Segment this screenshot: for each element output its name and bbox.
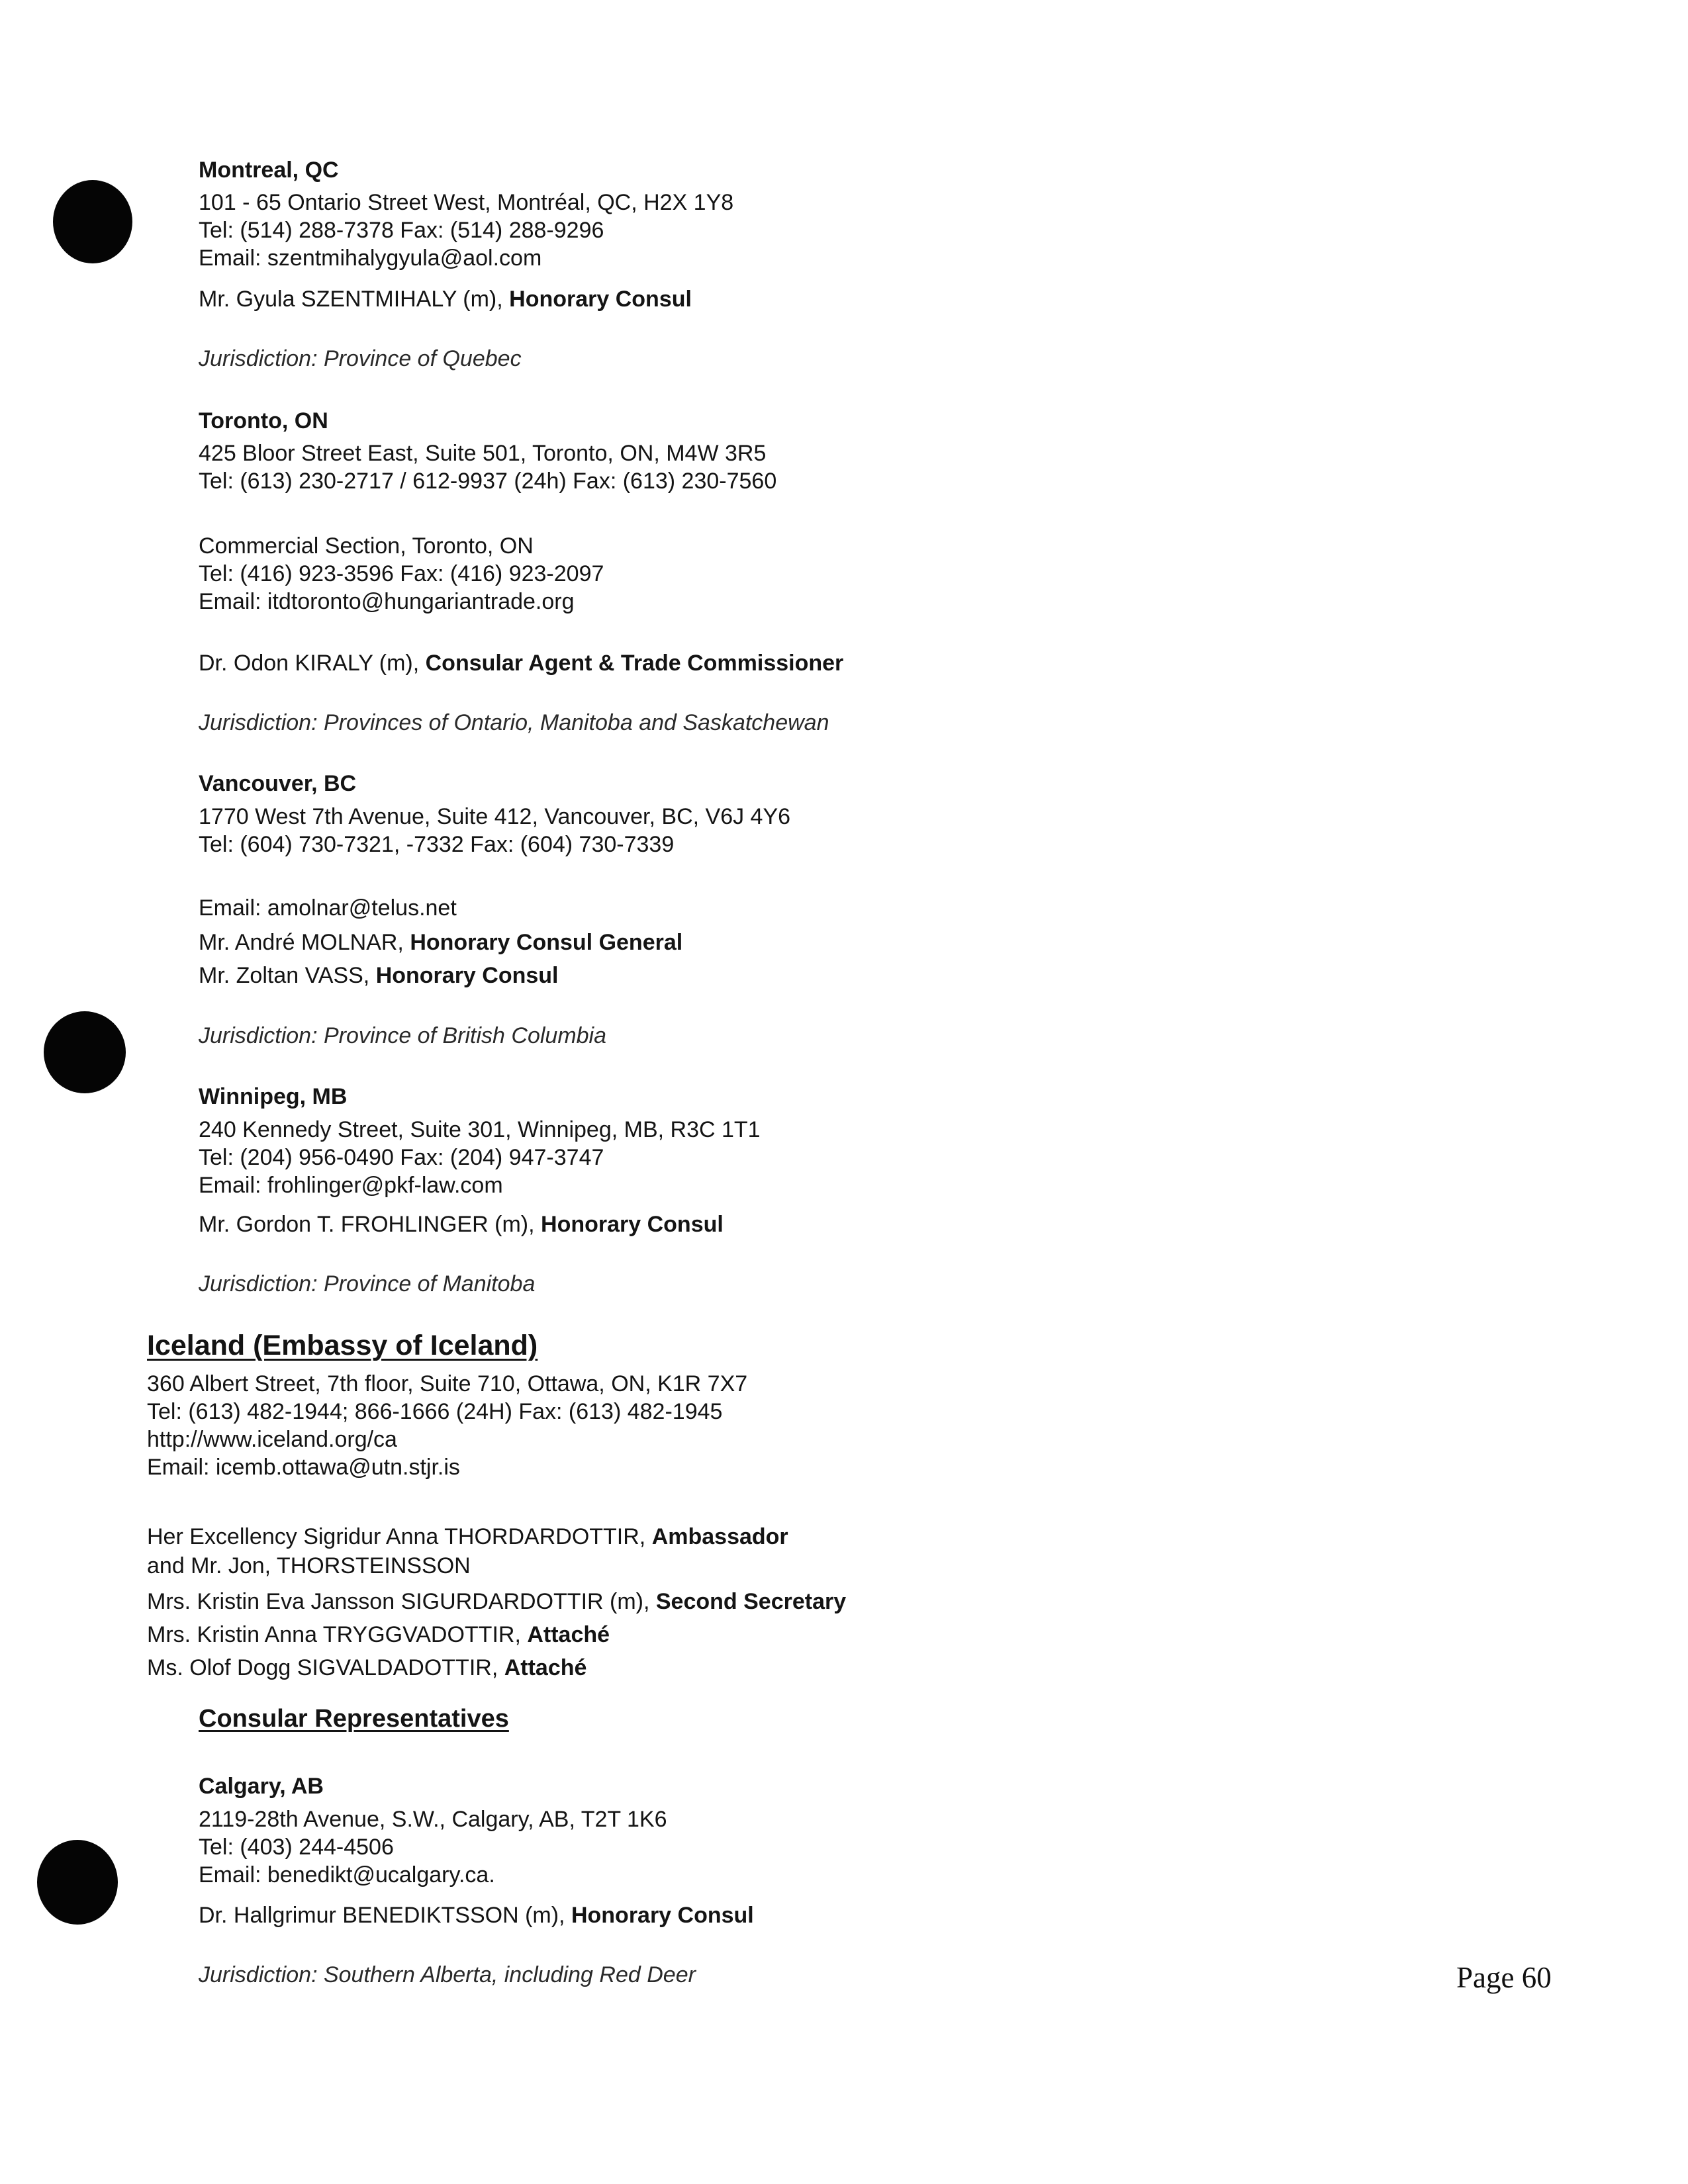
toronto-commercial-name: Commercial Section, Toronto, ON [199, 533, 534, 559]
vancouver-email: Email: amolnar@telus.net [199, 895, 457, 921]
vancouver-phone: Tel: (604) 730-7321, -7332 Fax: (604) 730-7339 [199, 832, 675, 857]
winnipeg-person-title: Honorary Consul [541, 1212, 724, 1237]
winnipeg-city: Winnipeg, MB [199, 1084, 348, 1109]
iceland-staff-name: Ms. Olof Dogg SIGVALDADOTTIR, [147, 1655, 504, 1680]
winnipeg-jurisdiction: Jurisdiction: Province of Manitoba [199, 1271, 536, 1297]
toronto-jurisdiction: Jurisdiction: Provinces of Ontario, Manitoba and Saskatchewan [199, 710, 829, 735]
calgary-person-title: Honorary Consul [571, 1903, 754, 1928]
montreal-city: Montreal, QC [199, 158, 339, 183]
iceland-address: 360 Albert Street, 7th floor, Suite 710, Ottawa, ON, K1R 7X7 [147, 1371, 748, 1396]
montreal-jurisdiction: Jurisdiction: Province of Quebec [199, 346, 522, 371]
toronto-person [199, 650, 843, 676]
vancouver-person-2-name: Mr. Zoltan VASS, [199, 963, 376, 988]
iceland-phone: Tel: (613) 482-1944; 866-1666 (24H) Fax: (613) 482-1945 [147, 1399, 723, 1424]
iceland-staff-name: Mrs. Kristin Anna TRYGGVADOTTIR, [147, 1622, 528, 1647]
montreal-person-title: Honorary Consul [509, 287, 692, 312]
vancouver-city: Vancouver, BC [199, 771, 357, 796]
winnipeg-person [199, 1211, 724, 1238]
vancouver-person-2-title: Honorary Consul [375, 963, 559, 988]
punch-hole-middle [44, 1011, 126, 1093]
calgary-address: 2119-28th Avenue, S.W., Calgary, AB, T2T 1K6 [199, 1807, 667, 1832]
montreal-address: 101 - 65 Ontario Street West, Montréal, QC, H2X 1Y8 [199, 190, 734, 215]
calgary-city: Calgary, AB [199, 1774, 324, 1799]
iceland-staff-spouse [147, 1553, 471, 1579]
vancouver-person-1-name: Mr. André MOLNAR, [199, 930, 410, 955]
iceland-staff-attache-1 [147, 1621, 610, 1648]
toronto-contact [199, 439, 776, 495]
winnipeg-contact [199, 1116, 761, 1199]
page-number: Page 60 [1456, 1961, 1552, 1994]
iceland-staff-attache-2 [147, 1655, 586, 1681]
winnipeg-phone: Tel: (204) 956-0490 Fax: (204) 947-3747 [199, 1145, 604, 1170]
calgary-phone: Tel: (403) 244-4506 [199, 1835, 394, 1860]
vancouver-person-2 [199, 962, 559, 989]
winnipeg-address: 240 Kennedy Street, Suite 301, Winnipeg, MB, R3C 1T1 [199, 1117, 761, 1142]
calgary-person-name: Dr. Hallgrimur BENEDIKTSSON (m), [199, 1903, 571, 1928]
iceland-staff-title: Second Secretary [655, 1589, 847, 1614]
winnipeg-person-name: Mr. Gordon T. FROHLINGER (m), [199, 1212, 541, 1237]
vancouver-contact [199, 803, 790, 858]
toronto-person-name: Dr. Odon KIRALY (m), [199, 651, 426, 676]
calgary-contact [199, 1805, 667, 1889]
calgary-person [199, 1902, 754, 1929]
iceland-email: Email: icemb.ottawa@utn.stjr.is [147, 1455, 460, 1480]
montreal-person-name: Mr. Gyula SZENTMIHALY (m), [199, 287, 510, 312]
winnipeg-email: Email: frohlinger@pkf-law.com [199, 1173, 503, 1198]
montreal-email: Email: szentmihalygyula@aol.com [199, 246, 542, 271]
iceland-staff-title: Attaché [504, 1655, 587, 1680]
toronto-person-title: Consular Agent & Trade Commissioner [425, 651, 844, 676]
iceland-contact [147, 1370, 747, 1481]
toronto-commercial-phone: Tel: (416) 923-3596 Fax: (416) 923-2097 [199, 561, 604, 586]
calgary-jurisdiction: Jurisdiction: Southern Alberta, including Red Deer [199, 1962, 696, 1987]
punch-hole-bottom [37, 1840, 118, 1925]
vancouver-person-1-title: Honorary Consul General [410, 930, 683, 955]
iceland-staff-title: Ambassador [651, 1524, 788, 1549]
iceland-staff-ambassador [147, 1524, 788, 1550]
toronto-address: 425 Bloor Street East, Suite 501, Toronto, ON, M4W 3R5 [199, 441, 767, 466]
iceland-staff-name: Mrs. Kristin Eva Jansson SIGURDARDOTTIR (m), [147, 1589, 656, 1614]
toronto-commercial-section [199, 532, 604, 615]
toronto-city: Toronto, ON [199, 408, 328, 433]
punch-hole-top [53, 180, 132, 263]
montreal-person [199, 286, 692, 312]
montreal-contact [199, 189, 733, 272]
iceland-embassy-heading: Iceland (Embassy of Iceland) [147, 1330, 538, 1361]
iceland-staff-title: Attaché [527, 1622, 610, 1647]
vancouver-address: 1770 West 7th Avenue, Suite 412, Vancouver, BC, V6J 4Y6 [199, 804, 791, 829]
montreal-phone: Tel: (514) 288-7378 Fax: (514) 288-9296 [199, 218, 604, 243]
toronto-phone: Tel: (613) 230-2717 / 612-9937 (24h) Fax: (613) 230-7560 [199, 469, 777, 494]
iceland-staff-second-secretary [147, 1588, 846, 1615]
calgary-email: Email: benedikt@ucalgary.ca. [199, 1862, 495, 1888]
iceland-website: http://www.iceland.org/ca [147, 1427, 397, 1452]
vancouver-person-1 [199, 929, 682, 956]
toronto-commercial-email: Email: itdtoronto@hungariantrade.org [199, 589, 575, 614]
vancouver-jurisdiction: Jurisdiction: Province of British Columbia [199, 1023, 607, 1048]
iceland-staff-name: Her Excellency Sigridur Anna THORDARDOTTIR, [147, 1524, 652, 1549]
iceland-staff-name: and Mr. Jon, THORSTEINSSON [147, 1553, 471, 1578]
consular-representatives-heading: Consular Representatives [199, 1705, 509, 1733]
